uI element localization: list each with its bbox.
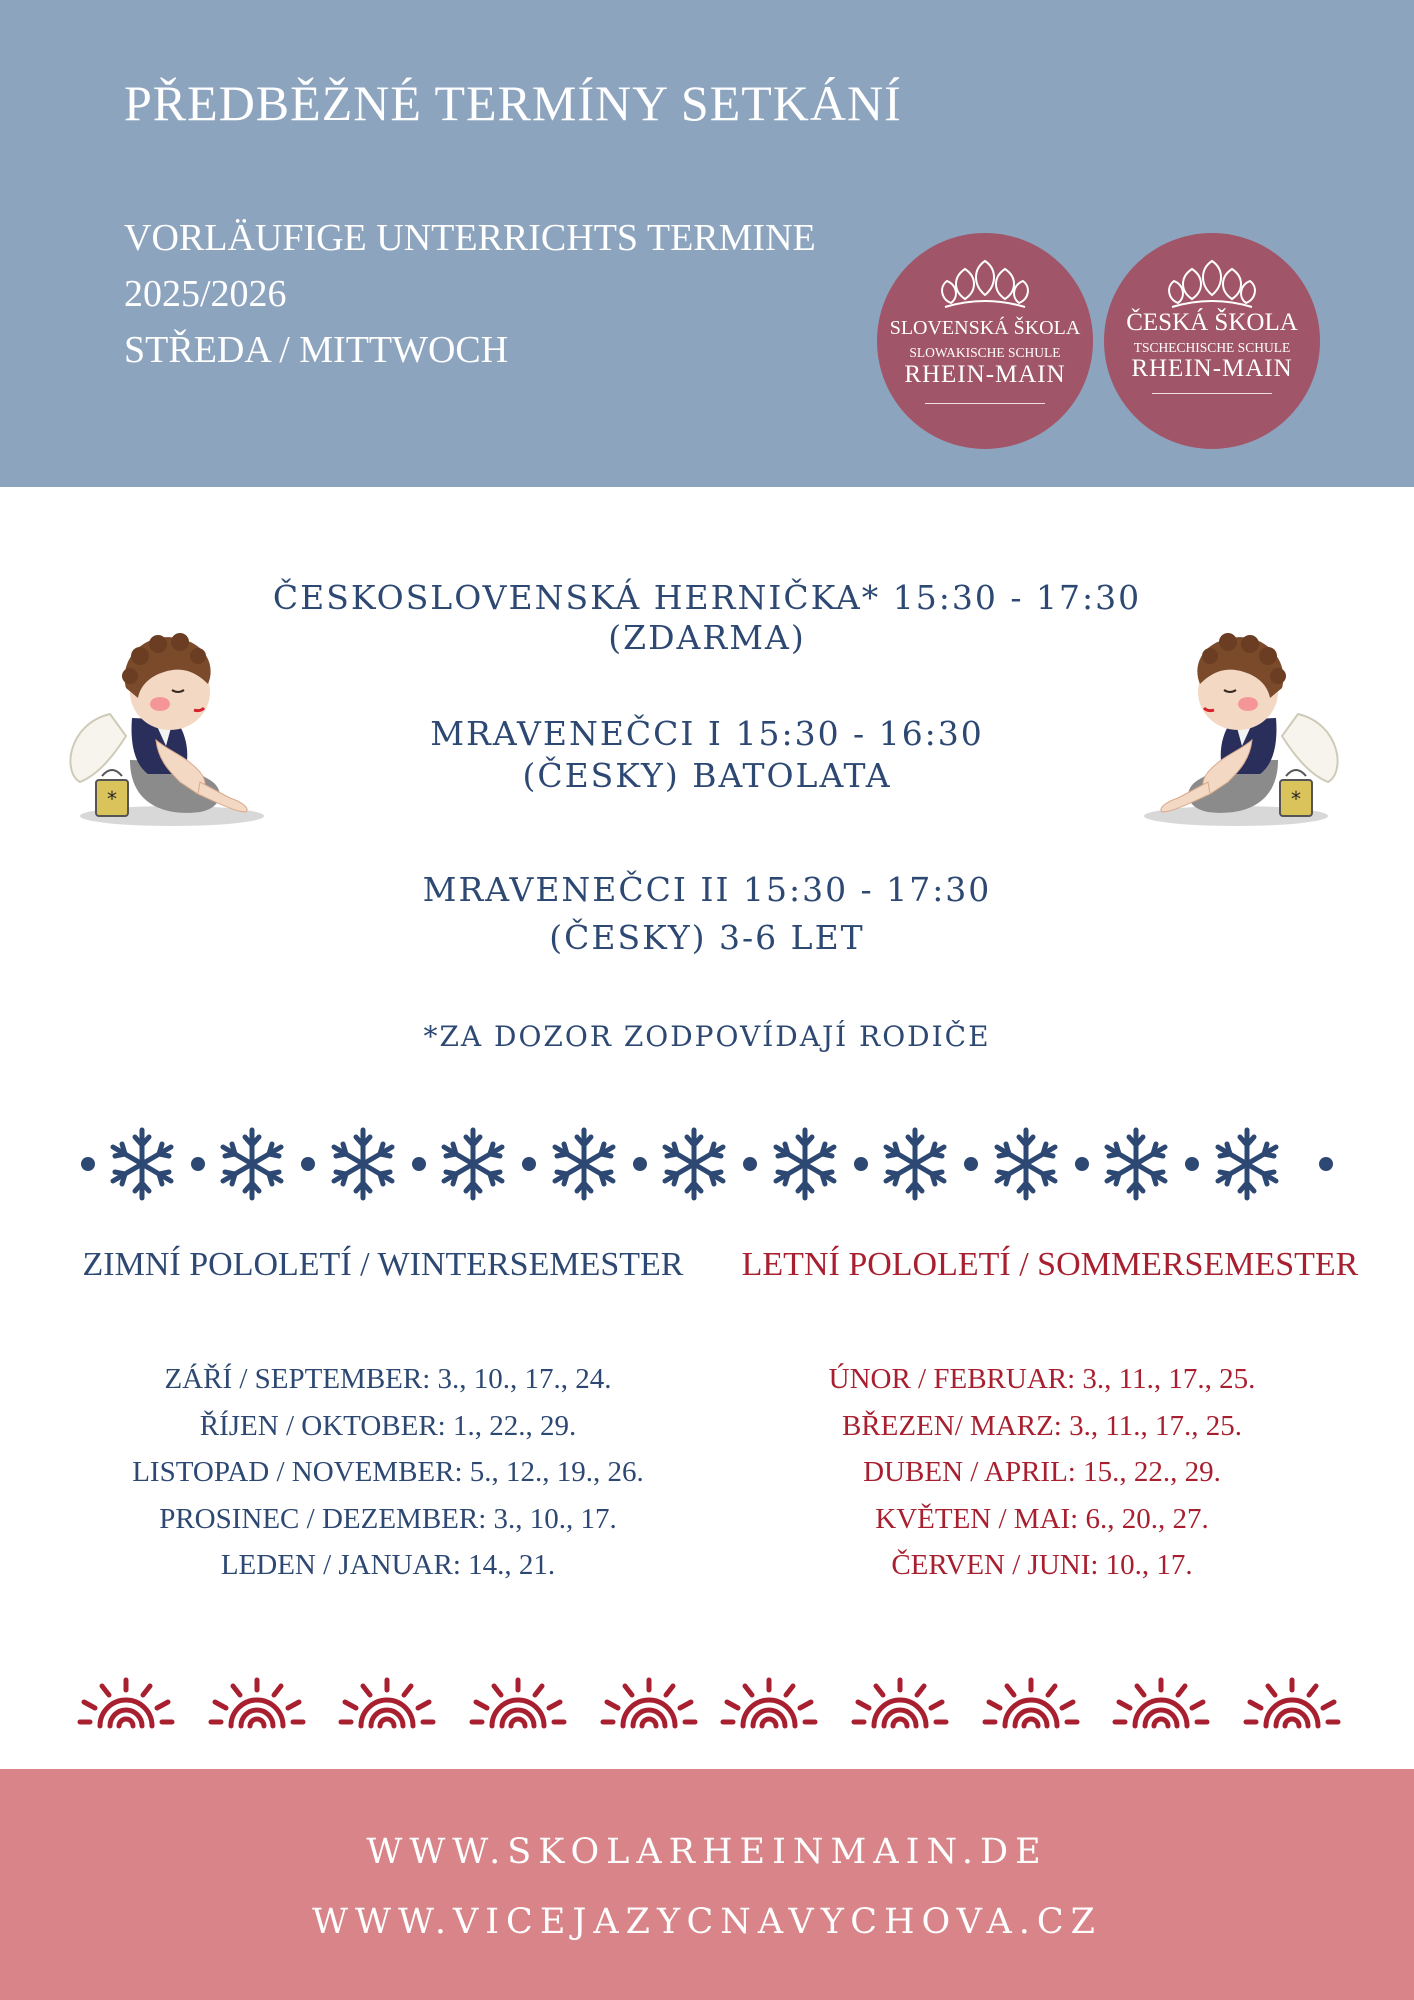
sunrise-icon xyxy=(1115,1680,1207,1726)
list-item: ZÁŘÍ / SEPTEMBER: 3., 10., 17., 24. xyxy=(164,1363,612,1395)
schedule-item-mravenecci-2 xyxy=(0,866,1414,962)
footer-band xyxy=(0,1769,1414,2000)
list-item: KVĚTEN / MAI: 6., 20., 27. xyxy=(875,1502,1209,1535)
schedule-line: MRAVENEČCI II 15:30 - 17:30 xyxy=(422,870,992,909)
list-item: LEDEN / JANUAR: 14., 21. xyxy=(220,1549,556,1581)
svg-text:*: * xyxy=(1291,787,1301,811)
list-item: BŘEZEN/ MARZ: 3., 11., 17., 25. xyxy=(841,1409,1243,1442)
sunrise-icon xyxy=(854,1680,946,1726)
logo-line-1: ČESKÁ ŠKOLA xyxy=(1126,309,1298,336)
parent-supervision-note: *ZA DOZOR ZODPOVÍDAJÍ RODIČE xyxy=(423,1020,991,1053)
logo-divider xyxy=(925,403,1045,404)
snowflake-icon xyxy=(1218,1130,1276,1198)
schedule-line: (ČESKY) BATOLATA xyxy=(522,756,892,795)
sunrise-icon xyxy=(603,1680,695,1726)
snowflake-icon xyxy=(1107,1130,1165,1198)
header-line-3: STŘEDA / MITTWOCH xyxy=(124,329,509,371)
snowflake-icon xyxy=(223,1130,281,1198)
list-item: ÚNOR / FEBRUAR: 3., 11., 17., 25. xyxy=(828,1363,1256,1395)
czech-school-logo xyxy=(1104,233,1320,449)
header-line-2: 2025/2026 xyxy=(124,273,287,315)
sunrise-icon xyxy=(472,1680,564,1726)
sunrise-icon xyxy=(341,1680,433,1726)
website-link-skolarheinmain[interactable]: WWW.SKOLARHEINMAIN.DE xyxy=(366,1832,1048,1872)
winter-months-list xyxy=(0,1356,776,1589)
list-item: ŘÍJEN / OKTOBER: 1., 22., 29. xyxy=(199,1409,577,1442)
snowflake-icon xyxy=(334,1130,392,1198)
list-item: DUBEN / APRIL: 15., 22., 29. xyxy=(863,1456,1221,1488)
snowflake-icon xyxy=(555,1130,613,1198)
logo-line-2: TSCHECHISCHE SCHULE xyxy=(1133,340,1291,355)
schedule-line: ČESKOSLOVENSKÁ HERNIČKA* 15:30 - 17:30 xyxy=(272,578,1142,617)
summer-semester-heading: LETNÍ POLOLETÍ / SOMMERSEMESTER xyxy=(741,1246,1359,1283)
snowflake-border xyxy=(76,1125,1340,1203)
linden-leaves-icon xyxy=(937,255,1033,311)
summer-months-list xyxy=(702,1356,1382,1589)
logo-line-3: RHEIN-MAIN xyxy=(904,361,1066,388)
header-band xyxy=(0,0,1414,487)
list-item: ČERVEN / JUNI: 10., 17. xyxy=(891,1549,1193,1581)
sunrise-border xyxy=(74,1672,1344,1742)
header-line-1: VORLÄUFIGE UNTERRICHTS TERMINE xyxy=(124,217,816,259)
snowflake-icon xyxy=(444,1130,502,1198)
logo-divider xyxy=(1152,393,1272,394)
logo-line-1: SLOVENSKÁ ŠKOLA xyxy=(889,317,1081,339)
header-subtitle-block xyxy=(124,210,816,378)
snowflake-icon xyxy=(665,1130,723,1198)
sunrise-icon xyxy=(1246,1680,1338,1726)
winter-semester-heading: ZIMNÍ POLOLETÍ / WINTERSEMESTER xyxy=(82,1246,684,1283)
page-title: PŘEDBĚŽNÉ TERMÍNY SETKÁNÍ xyxy=(124,75,902,131)
logo-line-2: SLOWAKISCHE SCHULE xyxy=(909,345,1061,360)
snowflake-icon xyxy=(886,1130,944,1198)
linden-leaves-icon xyxy=(1164,255,1260,311)
sunrise-icon xyxy=(723,1680,815,1726)
list-item: PROSINEC / DEZEMBER: 3., 10., 17. xyxy=(159,1502,617,1535)
svg-text:*: * xyxy=(107,787,117,811)
sunrise-icon xyxy=(80,1680,172,1726)
snowflake-icon xyxy=(997,1130,1055,1198)
website-link-vicejazycnavychova[interactable]: WWW.VICEJAZYCNAVYCHOVA.CZ xyxy=(312,1902,1102,1942)
slovak-school-logo xyxy=(877,233,1093,449)
list-item: LISTOPAD / NOVEMBER: 5., 12., 19., 26. xyxy=(132,1456,644,1488)
sunrise-icon xyxy=(211,1680,303,1726)
schedule-item-mravenecci-1 xyxy=(0,713,1414,797)
schedule-line: (ZDARMA) xyxy=(608,618,806,657)
snowflake-icon xyxy=(776,1130,834,1198)
snowflake-icon xyxy=(113,1130,171,1198)
schedule-line: (ČESKY) 3-6 LET xyxy=(549,918,865,957)
schedule-item-hernicka xyxy=(0,578,1414,658)
schedule-line: MRAVENEČCI I 15:30 - 16:30 xyxy=(430,714,984,753)
sunrise-icon xyxy=(985,1680,1077,1726)
logo-line-3: RHEIN-MAIN xyxy=(1131,355,1293,382)
